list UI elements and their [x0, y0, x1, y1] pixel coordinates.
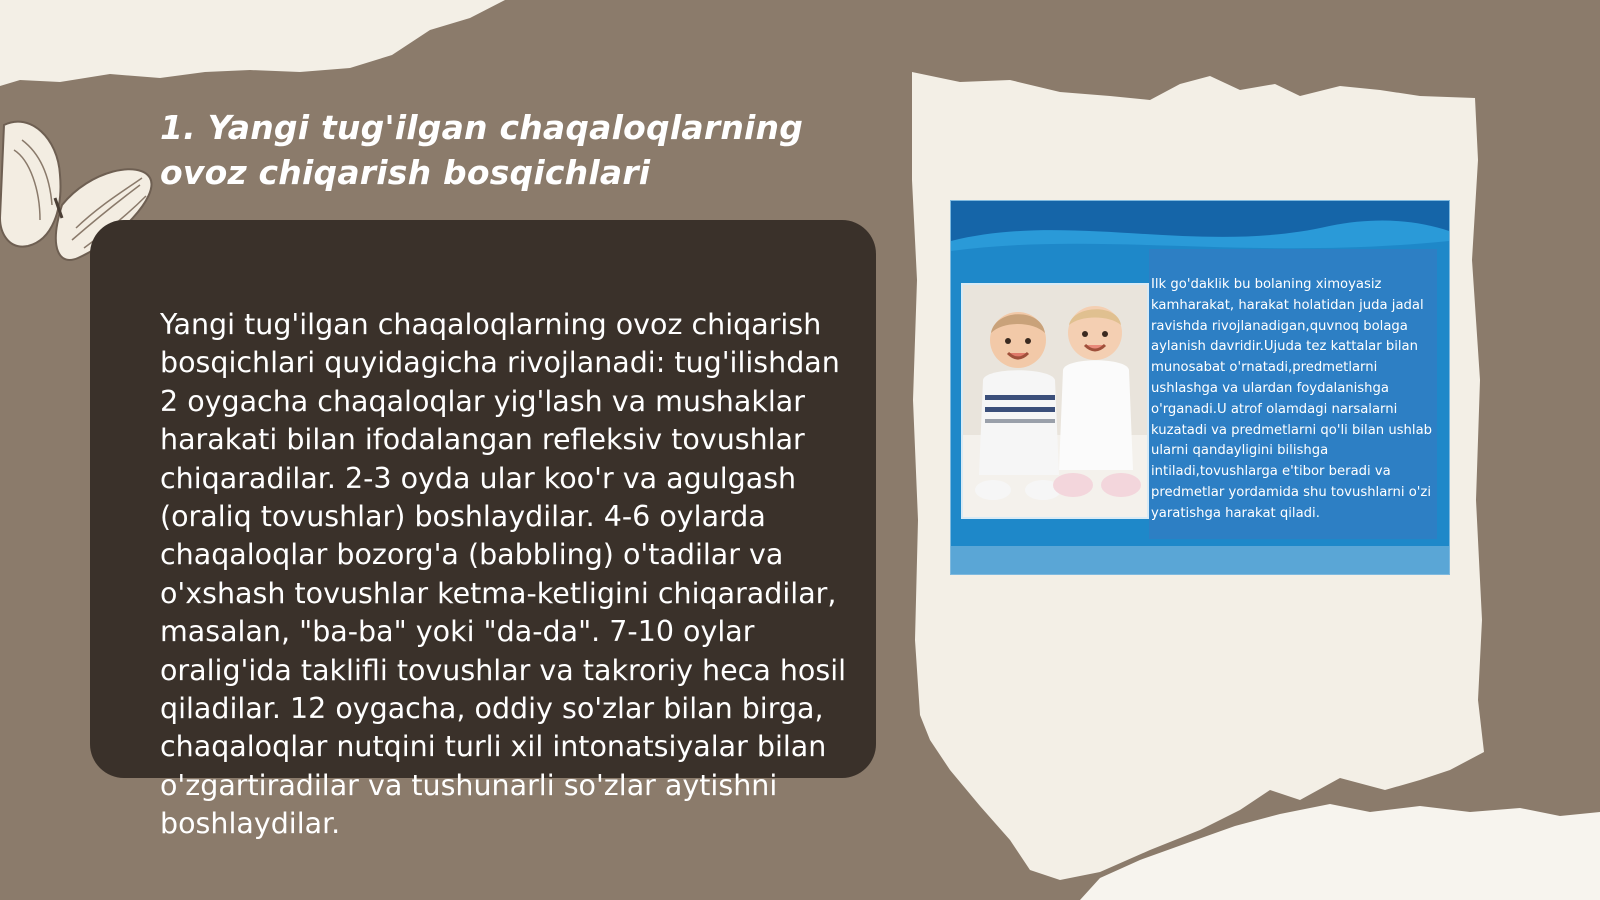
babies-photo [961, 283, 1149, 519]
body-text: Yangi tug'ilgan chaqaloqlarning ovoz chiqarish bosqichlari quyidagicha rivojlanadi: tug'ilishdan 2 oygacha chaqaloqlar yig'lash va mushaklar harakati bilan ifodalangan refleksiv tovushlar chiqaradilar. 2-3 oyda ular koo'r va agulgash (oraliq tovushlar) boshlaydilar. 4-6 oylarda chaqaloqlar bozorg'a (babbling) o'tadilar va o'xshash tovushlar ketma-ketligini chiqaradilar, masalan, "ba-ba" yoki "da-da". 7-10 oylar oralig'ida taklifli tovushlar va takroriy heca hosil qiladilar. 12 oygacha, oddiy so'zlar bilan birga, chaqaloqlar nutqini turli xil intonatsiyalar bilan o'zgartiradilar va tushunarli so'zlar aytishni boshlaydilar. [160, 308, 847, 841]
babies-illustration [963, 285, 1147, 517]
babies-image [950, 200, 1450, 575]
image-caption: Ilk go'daklik bu bolaning ximoyasiz kamharakat, harakat holatidan juda jadal ravishda rivojlanadigan,quvnoq bolaga aylanish davridir.Ujuda tez kattalar bilan munosabat o'rnatadi,predmetlarni ushlashga va ulardan foydalanishga o'rganadi.U atrof olamdagi narsalarni kuzatadi va predmetlarni qo'li bilan ushlab ularni qandayligini bilishga intiladi,tovushlarga e'tibor beradi va predmetlar yordamida shu tovushlarni o'zi yaratishga harakat qiladi. [1151, 277, 1433, 521]
slide-title: 1. Yangi tug'ilgan chaqaloqlarning ovoz chiqarish bosqichlari [160, 108, 804, 192]
torn-paper-top-left [0, 0, 505, 86]
photo-bottom-band [951, 546, 1449, 574]
